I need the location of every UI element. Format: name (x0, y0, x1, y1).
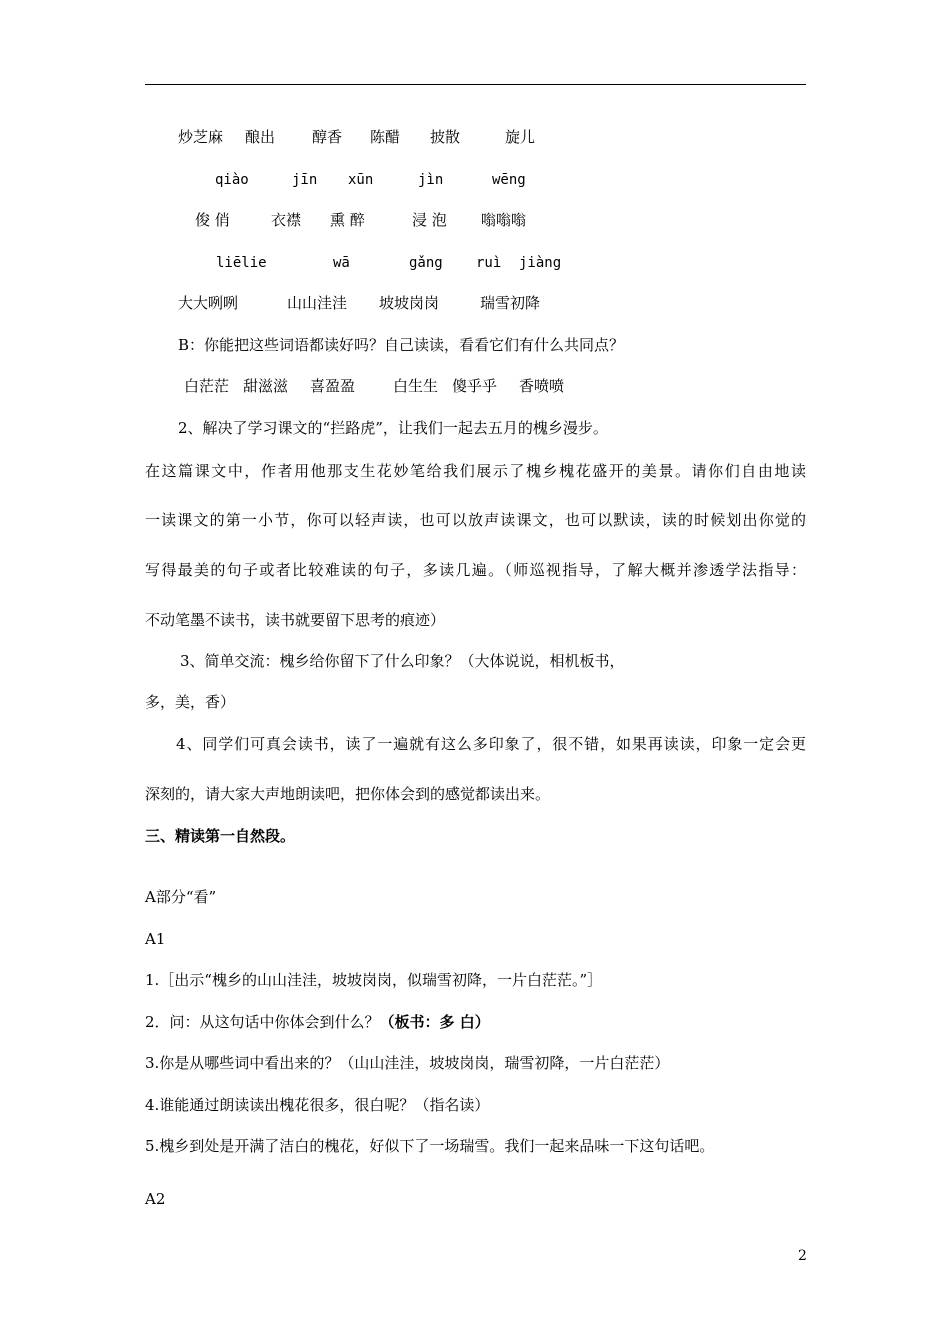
step2-lead: 2、解决了学习课文的“拦路虎”，让我们一起去五月的槐乡漫步。 (178, 419, 608, 437)
step4-line: 深刻的，请大家大声地朗读吧，把你体会到的感觉都读出来。 (145, 785, 551, 803)
step4-line: 4、同学们可真会读书，读了一遍就有这么多印象了，很不错，如果再读读，印象一定会更 (176, 735, 806, 753)
step3-line: 多，美，香） (145, 693, 236, 711)
vocab-word: 熏 醉 (330, 211, 365, 229)
a1-item (145, 1012, 490, 1032)
vocab-word: 坡坡岗岗 (379, 294, 440, 312)
step2-line: 不动笔墨不读书，读书就要留下思考的痕迹） (145, 611, 446, 629)
abb-word: 喜盈盈 (310, 377, 356, 395)
abb-word: 白生生 (393, 377, 439, 395)
vocab-word: 醇香 (312, 128, 343, 146)
pinyin: xūn (348, 172, 374, 188)
abb-word: 香喷喷 (519, 377, 565, 395)
vocab-word: 浸 泡 (412, 211, 447, 229)
vocab-word: 衣襟 (271, 211, 302, 229)
a2-label: A2 (145, 1190, 166, 1208)
pinyin: jīn (292, 172, 318, 188)
board-note: （板书：多 白） (379, 1013, 490, 1031)
vocab-word: 嗡嗡嗡 (481, 211, 527, 229)
pinyin: wēng (492, 172, 526, 188)
vocab-word: 旋儿 (505, 128, 536, 146)
a1-item: 1.［出示“槐乡的山山洼洼，坡坡岗岗，似瑞雪初降，一片白茫茫。”］ (145, 971, 603, 989)
vocab-word: 炒芝麻 (178, 128, 224, 146)
pinyin: jiàng (519, 255, 562, 271)
pinyin: jìn (418, 172, 444, 188)
pinyin: wā (333, 255, 350, 271)
pinyin: gǎng (409, 255, 443, 271)
abb-word: 甜滋滋 (243, 377, 289, 395)
a1-item-text: 2．问：从这句话中你体会到什么？ (145, 1013, 380, 1031)
a1-item: 3.你是从哪些词中看出来的？（山山洼洼，坡坡岗岗，瑞雪初降，一片白茫茫） (145, 1054, 670, 1072)
vocab-word: 酿出 (245, 128, 276, 146)
step3-line: 3、简单交流：槐乡给你留下了什么印象？（大体说说，相机板书， (180, 652, 625, 670)
step2-line: 在这篇课文中，作者用他那支生花妙笔给我们展示了槐乡槐花盛开的美景。请你们自由地读 (145, 462, 806, 480)
a1-label: A1 (145, 930, 166, 948)
a1-item: 5.槐乡到处是开满了洁白的槐花，好似下了一场瑞雪。我们一起来品味一下这句话吧。 (145, 1137, 715, 1155)
header-rule (145, 84, 806, 85)
b-prompt: B：你能把这些词语都读好吗？自己读读，看看它们有什么共同点？ (178, 336, 625, 354)
part-a-title: A部分“看” (145, 888, 217, 906)
step2-line: 一读课文的第一小节，你可以轻声读，也可以放声读课文，也可以默读，读的时候划出你觉的 (145, 511, 806, 529)
vocab-word: 俊 俏 (195, 211, 230, 229)
vocab-word: 披散 (430, 128, 461, 146)
section-heading: 三、精读第一自然段。 (145, 827, 296, 845)
step2-line: 写得最美的句子或者比较难读的句子，多读几遍。（师巡视指导，了解大概并渗透学法指导： (145, 561, 806, 579)
pinyin: ruì (476, 255, 502, 271)
vocab-word: 瑞雪初降 (480, 294, 541, 312)
page-number: 2 (798, 1248, 807, 1264)
vocab-word: 大大咧咧 (178, 294, 239, 312)
abb-word: 傻乎乎 (452, 377, 498, 395)
vocab-word: 山山洼洼 (287, 294, 348, 312)
pinyin: qiào (215, 172, 249, 188)
pinyin: liēlie (216, 255, 267, 271)
a1-item: 4.谁能通过朗读读出槐花很多，很白呢？（指名读） (145, 1096, 490, 1114)
vocab-word: 陈醋 (370, 128, 401, 146)
abb-word: 白茫茫 (184, 377, 230, 395)
